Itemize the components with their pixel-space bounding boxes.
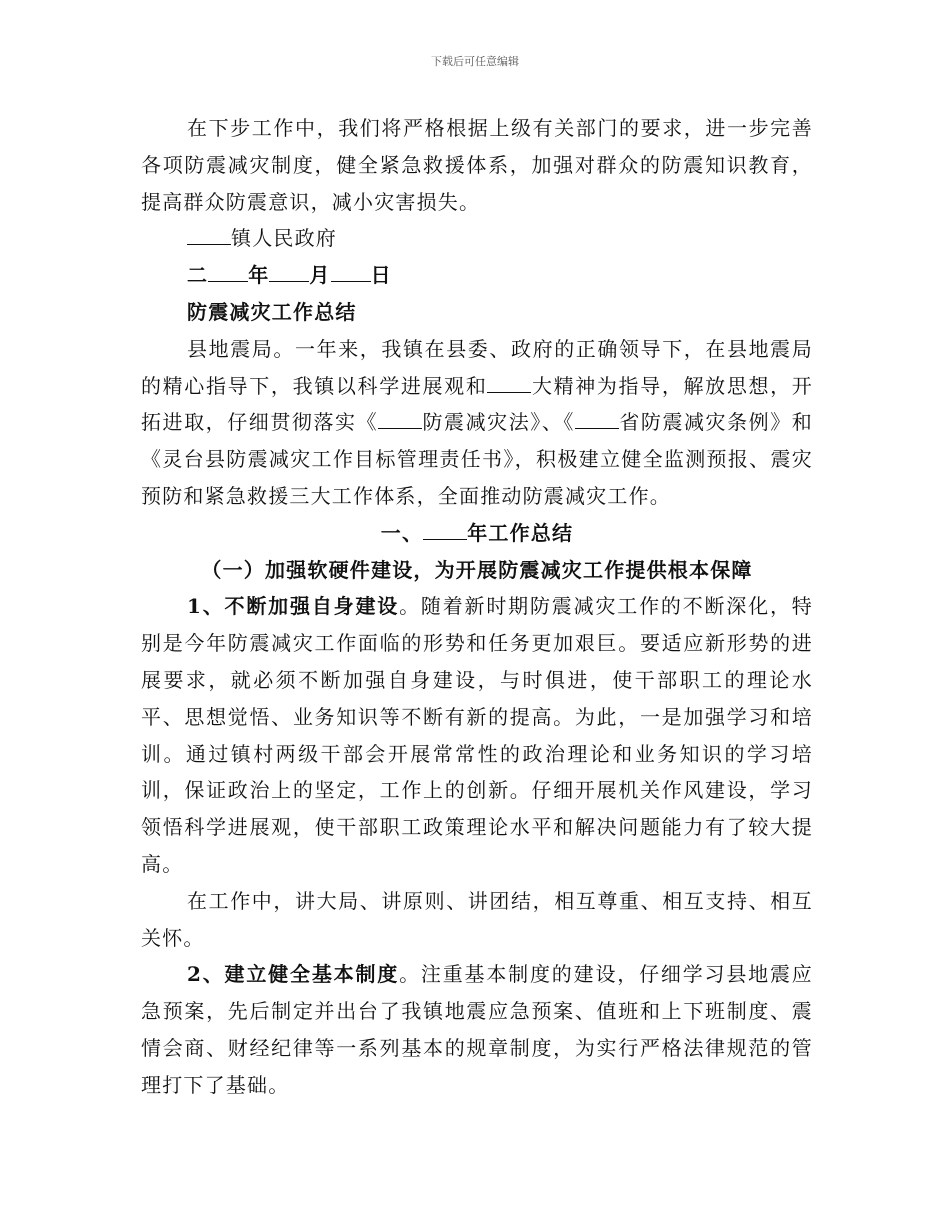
- signature-org: 镇人民政府: [231, 226, 337, 251]
- signature-line: [141, 220, 813, 257]
- item-2-title: 2、建立健全基本制度: [187, 962, 400, 987]
- blank-underline: [575, 428, 619, 429]
- section-heading-suffix: 年工作总结: [467, 520, 574, 545]
- intro-paragraph: 在下步工作中，我们将严格根据上级有关部门的要求，进一步完善各项防震减灾制度，健全紧急救援体系，加强对群众的防震知识教育，提高群众防震意识，减小灾害损失。: [141, 116, 813, 214]
- document-body: [141, 110, 813, 1104]
- opening-text-2: 大精神为指导，解放思想，开拓进取，仔细贯彻落实《: [141, 373, 813, 435]
- item-1-title: 1、不断加强自身建设: [187, 594, 400, 619]
- opening-text-3: 防震减灾法》、《: [422, 410, 575, 435]
- blank-underline: [208, 281, 248, 282]
- blank-underline: [423, 539, 467, 540]
- blank-underline: [187, 244, 231, 245]
- date-year: 年: [248, 263, 270, 288]
- blank-underline: [269, 281, 309, 282]
- item-2-paragraph: [141, 956, 813, 1103]
- opening-paragraph: [141, 331, 813, 515]
- date-line: [141, 257, 813, 294]
- blank-underline: [487, 392, 531, 393]
- item-1-body: 。随着新时期防震减灾工作的不断深化，特别是今年防震减灾工作面临的形势和任务更加艰巨。要适应新形势的进展要求，就必须不断加强自身建设，与时俱进，使干部职工的理论水平、思想觉悟、业务知识等不断有新的提高。为此，一是加强学习和培训。通过镇村两级干部会开展常常性的政治理论和业务知识的学习培训，保证政治上的坚定，工作上的创新。仔细开展机关作风建设，学习领悟科学进展观，使干部职工政策理论水平和解决问题能力有了较大提高。: [141, 594, 813, 876]
- opening-text-1: 县地震局。一年来，我镇在县委、政府的正确领导下，在县地震局的精心指导下，我镇以科学进展观和: [141, 336, 813, 398]
- section-heading-prefix: 一、: [380, 520, 424, 545]
- date-prefix: 二: [187, 263, 209, 288]
- item-1-paragraph: [141, 588, 813, 882]
- blank-underline: [331, 281, 371, 282]
- date-day: 日: [370, 263, 392, 288]
- subsection-heading-1: （一）加强软硬件建设，为开展防震减灾工作提供根本保障: [201, 557, 753, 582]
- document-title: 防震减灾工作总结: [187, 299, 357, 324]
- opening-text-4: 省防震减灾条例》和《灵台县防震减灾工作目标管理责任书》，积极建立健全监测预报、震灾预防和紧急救援三大工作体系，全面推动防震减灾工作。: [141, 410, 813, 508]
- item-2-body: 。注重基本制度的建设，仔细学习县地震应急预案，先后制定并出台了我镇地震应急预案、值班和上下班制度、震情会商、财经纪律等一系列基本的规章制度，为实行严格法律规范的管理打下了基础。: [141, 962, 813, 1097]
- date-month: 月: [309, 263, 331, 288]
- blank-underline: [378, 428, 422, 429]
- section-heading-1: [141, 515, 813, 552]
- work-paragraph: 在工作中，讲大局、讲原则、讲团结，相互尊重、相互支持、相互关怀。: [141, 888, 813, 950]
- page-header-note: 下载后可任意编辑: [431, 55, 519, 68]
